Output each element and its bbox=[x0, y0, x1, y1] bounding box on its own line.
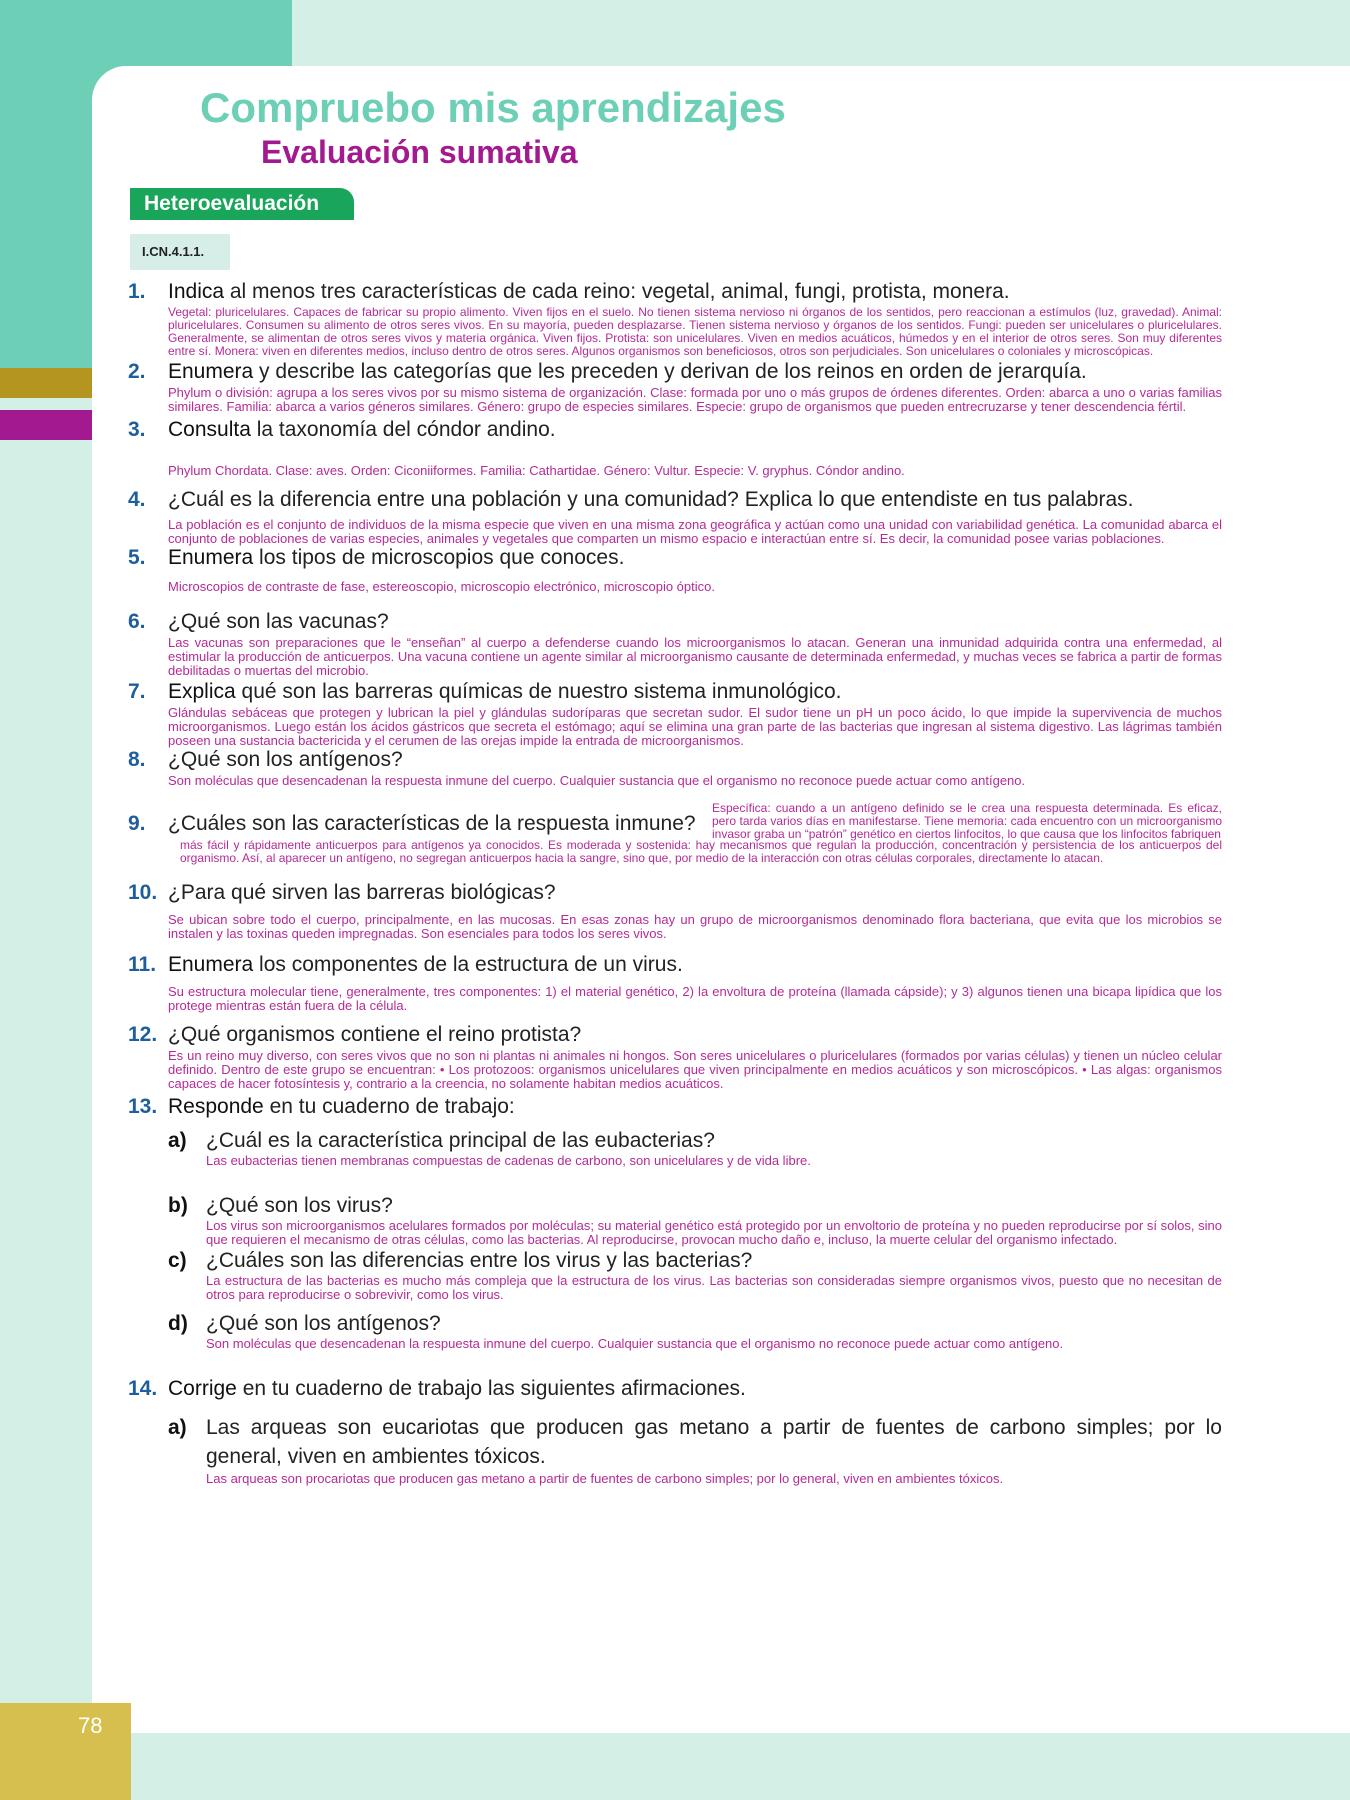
indicator-code: I.CN.4.1.1. bbox=[130, 234, 230, 270]
sub-letter: a) bbox=[168, 1416, 187, 1439]
answer-side: Específica: cuando a un antígeno definido se le crea una respuesta determinada. Es eficaz, pero tarda varios días en manifestarse. Tiene memoria: cada encuentro con un microorganismo invasor graba un “patrón” genético en ciertos linfocitos, lo que causa que los linfocitos fabriquen bbox=[712, 801, 1222, 841]
sub-question-d bbox=[128, 1312, 1222, 1351]
question-6 bbox=[128, 610, 1222, 678]
sub-question-c bbox=[128, 1249, 1222, 1302]
answer: Son moléculas que desencadenan la respuesta inmune del cuerpo. Cualquier sustancia que el organismo no reconoce puede actuar como antígeno. bbox=[168, 773, 1026, 788]
answer: más fácil y rápidamente anticuerpos para antígenos ya conocidos. Es moderada y sostenida: hay mecanismos que regulan la producción, concentración y persistencia de los anticuerpos del organismo. Así, al aparecer un antígeno, no segregan anticuerpos hacia la sangre, sino que, por medio de la interacción con otras células corporales, directamente lo atacan. bbox=[180, 838, 1222, 865]
question-text: la taxonomía del cóndor andino. bbox=[250, 418, 556, 441]
question-number: 12. bbox=[128, 1023, 158, 1046]
question-number: 10. bbox=[128, 881, 158, 904]
sub-text: ¿Cuál es la característica principal de las eubacterias? bbox=[206, 1129, 715, 1152]
question-verb: Explica bbox=[168, 680, 236, 703]
question-text: ¿Qué organismos contiene el reino protista? bbox=[168, 1023, 582, 1046]
question-4 bbox=[128, 488, 1222, 546]
question-7 bbox=[128, 680, 1222, 748]
question-number: 1. bbox=[128, 280, 146, 303]
question-number: 9. bbox=[128, 812, 146, 835]
question-14 bbox=[128, 1377, 1222, 1486]
olive-band bbox=[0, 368, 92, 398]
sub-question-a bbox=[128, 1413, 1222, 1486]
question-text: los componentes de la estructura de un virus. bbox=[253, 953, 683, 976]
question-1 bbox=[128, 280, 1222, 358]
question-verb: Indica bbox=[168, 280, 225, 303]
question-text: en tu cuaderno de trabajo: bbox=[263, 1095, 515, 1118]
question-verb: Corrige bbox=[168, 1377, 237, 1400]
page-number-box bbox=[0, 1703, 131, 1800]
question-9 bbox=[128, 801, 1222, 865]
question-text: y describe las categorías que les preceden y derivan de los reinos en orden de jerarquía. bbox=[253, 360, 1087, 383]
card-tab bbox=[840, 66, 900, 156]
question-verb: Enumera bbox=[168, 360, 254, 383]
sub-letter: c) bbox=[168, 1249, 187, 1272]
question-8 bbox=[128, 748, 1222, 788]
question-number: 2. bbox=[128, 360, 146, 383]
question-verb: Responde bbox=[168, 1095, 264, 1118]
answer: La población es el conjunto de individuos de la misma especie que viven en una misma zona geográfica y actúan como una unidad con variabilidad genética. La comunidad abarca el conjunto de poblaciones de varias especies, animales y vegetales que comparten un mismo espacio e interactúan entre sí. Es decir, la comunidad posee varias poblaciones. bbox=[168, 517, 1222, 546]
sub-letter: d) bbox=[168, 1312, 188, 1335]
question-text: ¿Cuál es la diferencia entre una población y una comunidad? Explica lo que entendiste en tus palabras. bbox=[168, 488, 1134, 511]
sub-text: Las arqueas son eucariotas que producen gas metano a partir de fuentes de carbono simples; por lo general, viven en ambientes tóxicos. bbox=[206, 1416, 1222, 1468]
page-number: 78 bbox=[78, 1713, 103, 1738]
sub-answer: Los virus son microorganismos acelulares formados por moléculas; su material genético está protegido por un envoltorio de proteína y no pueden reproducirse por sí solos, sino que requieren el mecanismo de otras células, como las bacterias. Al reproducirse, provocan mucho daño e, incluso, la muerte celular del organismo infectado. bbox=[206, 1218, 1222, 1247]
question-5 bbox=[128, 546, 1222, 594]
question-text: ¿Cuáles son las características de la respuesta inmune? bbox=[168, 812, 696, 835]
question-text: ¿Qué son las vacunas? bbox=[168, 610, 389, 633]
answer: Es un reino muy diverso, con seres vivos que no son ni plantas ni animales ni hongos. Son seres unicelulares o pluricelulares (formados por varias células) y tienen un núcleo celular definido. Dentro de este grupo se encuentran: • Los protozoos: organismos unicelulares que viven principalmente en medios acuáticos y son microscópicos. • Las algas: organismos capaces de hacer fotosíntesis y, contrario a la creencia, no solamente habitan medios acuáticos. bbox=[168, 1048, 1222, 1091]
question-text: ¿Para qué sirven las barreras biológicas? bbox=[168, 881, 556, 904]
question-text: en tu cuaderno de trabajo las siguientes afirmaciones. bbox=[236, 1377, 746, 1400]
magenta-band bbox=[0, 410, 92, 440]
answer: Las vacunas son preparaciones que le “enseñan” al cuerpo a defenderse cuando los microorganismos lo atacan. Generan una inmunidad adquirida contra una enfermedad, al estimular la producción de anticuerpos. Una vacuna contiene un agente similar al microorganismo causante de determinada enfermedad, y muchas veces se fabrica a partir de formas debilitadas o muertas del microbio. bbox=[168, 635, 1222, 678]
answer: Glándulas sebáceas que protegen y lubrican la piel y glándulas sudoríparas que secretan sudor. El sudor tiene un pH un poco ácido, lo que impide la supervivencia de muchos microorganismos. Luego están los ácidos gástricos que secreta el estómago; aquí se elimina una gran parte de las bacterias que ingresan al sistema digestivo. Las lágrimas también poseen una sustancia bactericida y el cerumen de las orejas impide la entrada de microorganismos. bbox=[168, 705, 1222, 748]
sub-text: ¿Cuáles son las diferencias entre los virus y las bacterias? bbox=[206, 1249, 753, 1272]
answer: Phylum Chordata. Clase: aves. Orden: Ciconiiformes. Familia: Cathartidae. Género: Vultur. Especie: V. gryphus. Cóndor andino. bbox=[168, 463, 905, 478]
question-number: 7. bbox=[128, 680, 146, 703]
sub-question-a bbox=[128, 1129, 1222, 1168]
question-number: 5. bbox=[128, 546, 146, 569]
question-3 bbox=[128, 418, 1222, 478]
question-number: 6. bbox=[128, 610, 146, 633]
question-text: qué son las barreras químicas de nuestro sistema inmunológico. bbox=[235, 680, 842, 703]
question-10 bbox=[128, 881, 1222, 941]
question-text: al menos tres características de cada reino: vegetal, animal, fungi, protista, monera. bbox=[224, 280, 1010, 303]
question-2 bbox=[128, 360, 1222, 414]
sub-question-b bbox=[128, 1194, 1222, 1247]
answer: Se ubican sobre todo el cuerpo, principalmente, en las mucosas. En esas zonas hay un grupo de microorganismos denominado flora bacteriana, que evita que los microbios se instalen y las toxinas queden impregnadas. Son esenciales para todos los seres vivos. bbox=[168, 912, 1222, 941]
sub-answer: Las arqueas son procariotas que producen gas metano a partir de fuentes de carbono simples; por lo general, viven en ambientes tóxicos. bbox=[206, 1471, 1004, 1486]
answer: Su estructura molecular tiene, generalmente, tres componentes: 1) el material genético, 2) la envoltura de proteína (llamada cápside); y 3) algunos tienen una bicapa lipídica que los protege mientras están fuera de la célula. bbox=[168, 984, 1222, 1013]
sub-letter: b) bbox=[168, 1194, 188, 1217]
question-text: los tipos de microscopios que conoces. bbox=[253, 546, 625, 569]
sub-text: ¿Qué son los antígenos? bbox=[206, 1312, 441, 1335]
question-verb: Enumera bbox=[168, 953, 254, 976]
question-13 bbox=[128, 1095, 1222, 1351]
question-number: 14. bbox=[128, 1377, 158, 1400]
sub-text: ¿Qué son los virus? bbox=[206, 1194, 393, 1217]
answer: Microscopios de contraste de fase, estereoscopio, microscopio electrónico, microscopio óptico. bbox=[168, 579, 715, 594]
question-number: 4. bbox=[128, 488, 146, 511]
question-12 bbox=[128, 1023, 1222, 1091]
question-text: ¿Qué son los antígenos? bbox=[168, 748, 403, 771]
question-number: 11. bbox=[128, 953, 157, 976]
answer: Vegetal: pluricelulares. Capaces de fabricar su propio alimento. Viven fijos en el suelo. No tienen sistema nervioso ni órganos de los sentidos, pero reaccionan a estímulos (luz, gravedad). Animal: pluricelulares. Consumen su alimento de otros seres vivos. En su mayoría, pueden desplazarse. Tienen sistema nervioso y órganos de los sentidos. Fungi: pueden ser unicelulares o pluricelulares. Generalmente, se alimentan de otros seres vivos y materia orgánica. Viven fijos. Protista: son unicelulares. Viven en medios acuáticos, húmedos y en el interior de otros seres. Son muy diferentes entre sí. Monera: viven en diferentes medios, incluso dentro de otros seres. Algunos organismos son beneficiosos, otros son perjudiciales. Son unicelulares o coloniales y microscópicas. bbox=[168, 305, 1222, 358]
sub-answer: Son moléculas que desencadenan la respuesta inmune del cuerpo. Cualquier sustancia que el organismo no reconoce puede actuar como antígeno. bbox=[206, 1336, 1064, 1351]
sub-answer: Las eubacterias tienen membranas compuestas de cadenas de carbono, son unicelulares y de vida libre. bbox=[206, 1153, 811, 1168]
answer: Phylum o división: agrupa a los seres vivos por su mismo sistema de organización. Clase: formada por uno o más grupos de órdenes diferentes. Orden: abarca a uno o varias familias similares. Familia: abarca a varios géneros similares. Género: grupo de especies similares. Especie: grupo de organismos que pueden entrecruzarse y tener descendencia fértil. bbox=[168, 385, 1222, 414]
sub-answer: La estructura de las bacterias es mucho más compleja que la estructura de los virus. Las bacterias son consideradas siempre organismos vivos, puesto que no necesitan de otros para reproducirse o sobrevivir, como los virus. bbox=[206, 1273, 1222, 1302]
sub-letter: a) bbox=[168, 1129, 187, 1152]
question-number: 13. bbox=[128, 1095, 158, 1118]
page-subtitle: Evaluación sumativa bbox=[261, 134, 578, 170]
question-number: 3. bbox=[128, 418, 146, 441]
questions-list bbox=[128, 280, 1222, 1486]
question-verb: Enumera bbox=[168, 546, 254, 569]
page-title: Compruebo mis aprendizajes bbox=[200, 84, 786, 131]
question-verb: Consulta bbox=[168, 418, 251, 441]
section-label: Heteroevaluación bbox=[130, 188, 354, 220]
question-number: 8. bbox=[128, 748, 146, 771]
question-11 bbox=[128, 953, 1222, 1013]
bottom-background bbox=[0, 1733, 1350, 1800]
